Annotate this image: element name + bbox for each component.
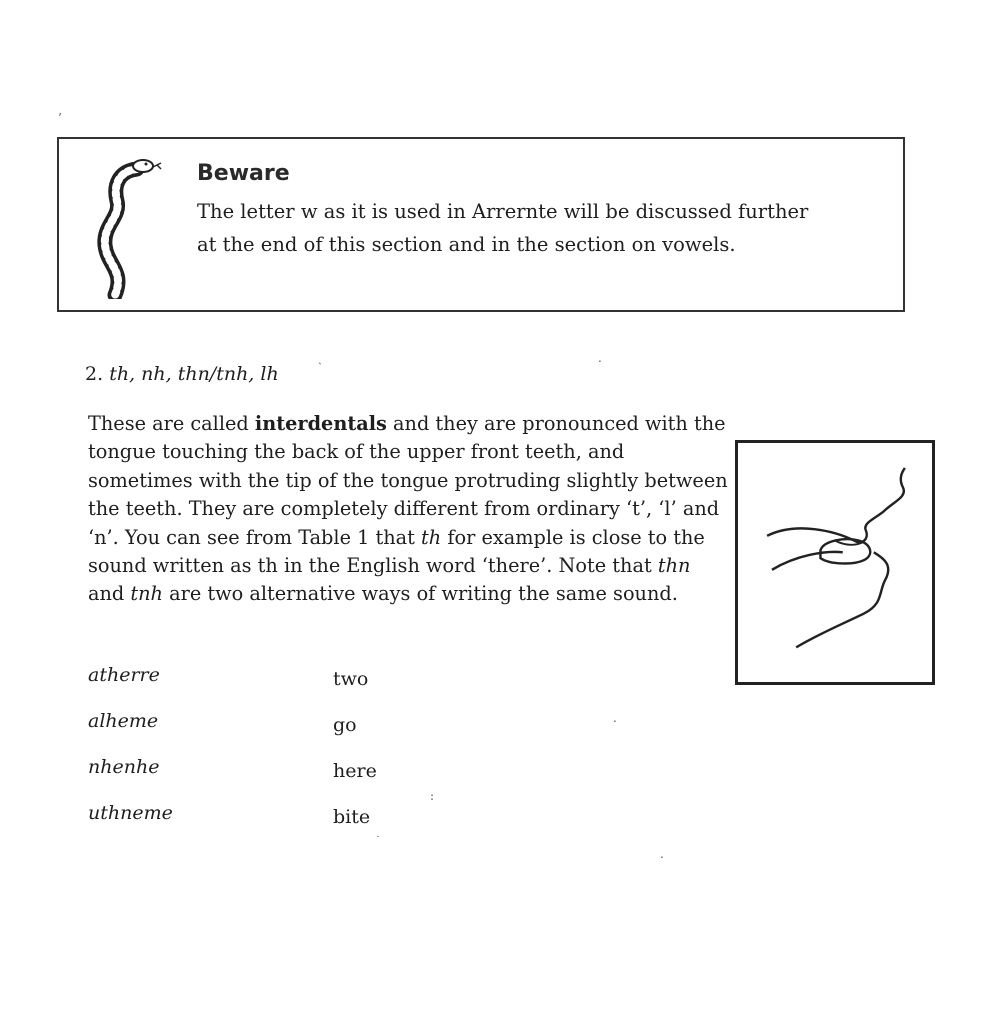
vocab-gloss: go (333, 714, 357, 736)
vocab-gloss: two (333, 668, 369, 690)
vocab-gloss: here (333, 760, 377, 782)
para-text-3: for example is close to the sound written as th in the English word ‘there’. Note that (88, 525, 705, 578)
scan-speck: . (598, 351, 602, 365)
snake-icon (79, 149, 169, 299)
beware-line-1: The letter w as it is used in Arrernte will be discussed further (197, 200, 809, 223)
para-term-tnh: tnh (130, 582, 163, 606)
vocab-term: uthneme (88, 802, 173, 824)
vocab-term: nhenhe (88, 756, 160, 778)
tongue-sketch-icon (738, 443, 932, 682)
para-text-1: These are called (88, 412, 255, 435)
beware-line-2: at the end of this section and in the section on vowels. (197, 233, 736, 256)
para-text-4: and (88, 582, 131, 606)
para-term-thn: thn (657, 554, 691, 578)
section-title: th, nh, thn/tnh, lh (109, 363, 279, 385)
scan-speck: ˙ (375, 834, 381, 848)
vocab-list (88, 664, 688, 848)
section-heading (85, 363, 279, 385)
scan-speck: . (660, 847, 664, 861)
scan-speck: : (430, 789, 435, 803)
scan-speck: ’ (58, 111, 62, 125)
vocab-gloss: bite (333, 806, 371, 828)
scan-speck: . (613, 711, 617, 725)
beware-text (197, 195, 897, 261)
vocab-term: atherre (88, 664, 160, 686)
beware-callout (57, 137, 905, 312)
beware-title: Beware (197, 161, 290, 186)
tongue-illustration (735, 440, 935, 685)
para-term-th: th (421, 525, 442, 549)
section-number: 2. (85, 363, 104, 385)
vocab-term: alheme (88, 710, 159, 732)
body-paragraph (88, 410, 728, 609)
para-term-interdentals: interdentals (254, 412, 387, 435)
scan-speck: ˎ (318, 351, 322, 365)
para-text-5: are two alternative ways of writing the same sound. (162, 582, 678, 606)
vocab-row (88, 710, 688, 756)
vocab-row (88, 756, 688, 802)
vocab-row (88, 664, 688, 710)
para-text-2: and they are pronounced with the tongue touching the back of the upper front teeth, and sometimes with the tip of the tongue protruding slightly between the teeth. They are completely different from ordinary ‘t’, ‘l’ and ‘n’. You can see from Table 1 that (88, 412, 728, 549)
vocab-row (88, 802, 688, 848)
